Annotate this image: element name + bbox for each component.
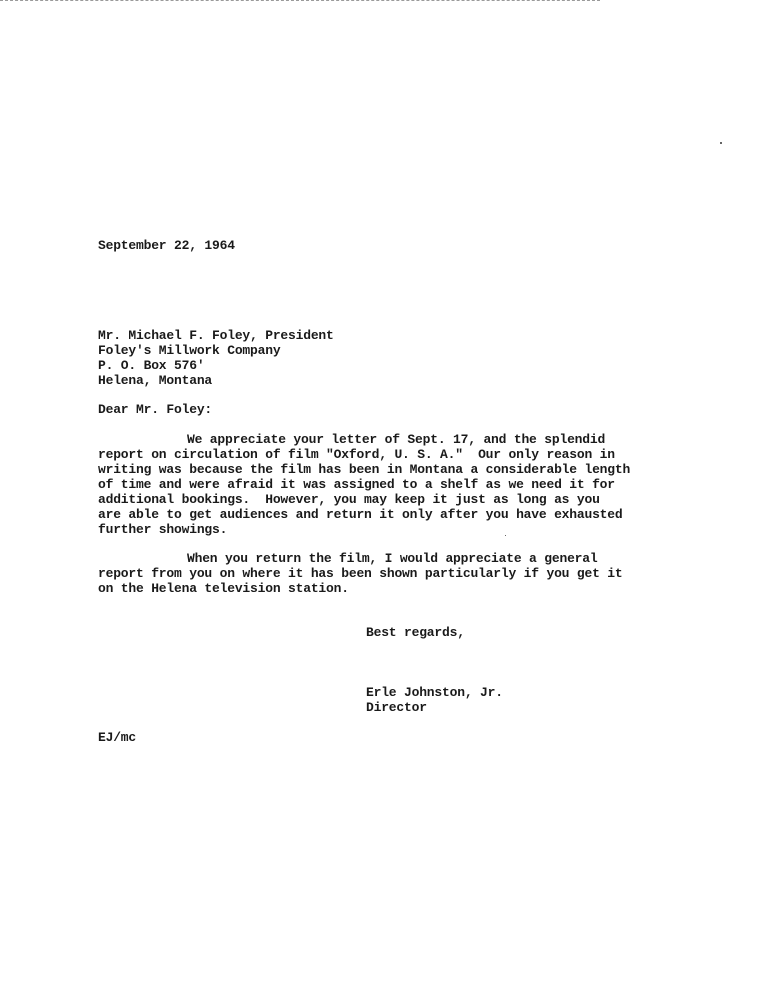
- paragraph-1-line: are able to get audiences and return it only after you have exhausted: [98, 507, 623, 522]
- paragraph-1-line: report on circulation of film "Oxford, U. S. A." Our only reason in: [98, 447, 615, 462]
- scan-speck: [505, 535, 506, 536]
- recipient-address-city: Helena, Montana: [98, 373, 213, 388]
- scan-speck: [720, 142, 722, 144]
- paragraph-2-first-line: When you return the film, I would appreciate a general: [187, 551, 598, 566]
- recipient-address-box: P. O. Box 576': [98, 358, 205, 373]
- paragraph-2-line: report from you on where it has been shown particularly if you get it: [98, 566, 623, 581]
- paragraph-1-first-line: We appreciate your letter of Sept. 17, and the splendid: [187, 432, 606, 447]
- recipient-name: Mr. Michael F. Foley, President: [98, 328, 334, 343]
- letter-date: September 22, 1964: [98, 238, 235, 253]
- paragraph-1-line: further showings.: [98, 522, 228, 537]
- paragraph-1-line: additional bookings. However, you may keep it just as long as you: [98, 492, 600, 507]
- reference-initials: EJ/mc: [98, 730, 137, 745]
- recipient-company: Foley's Millwork Company: [98, 343, 281, 358]
- paragraph-1-line: of time and were afraid it was assigned to a shelf as we need it for: [98, 477, 615, 492]
- scan-edge: [0, 0, 600, 3]
- signer-title: Director: [366, 700, 427, 715]
- signer-name: Erle Johnston, Jr.: [366, 685, 503, 700]
- salutation: Dear Mr. Foley:: [98, 402, 213, 417]
- paragraph-2-line: on the Helena television station.: [98, 581, 349, 596]
- paragraph-1-line: writing was because the film has been in Montana a considerable length: [98, 462, 631, 477]
- closing: Best regards,: [366, 625, 465, 640]
